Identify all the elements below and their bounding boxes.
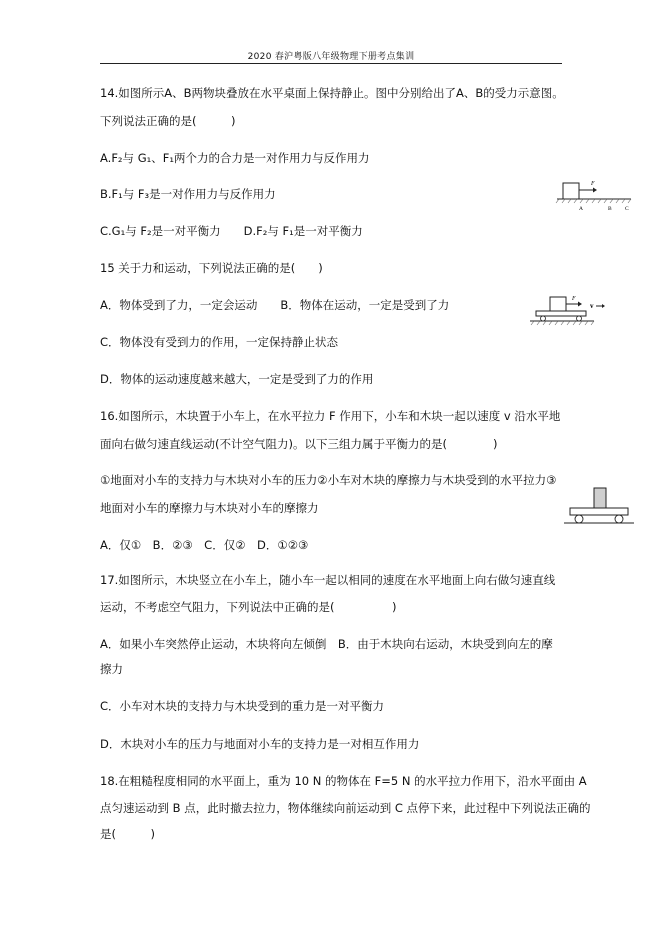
q15-figure [528,290,608,330]
q14-option-b: B.F₁与 F₃是一对作用力与反作用力 [100,187,276,201]
q15-velocity-label: v [590,302,594,310]
header-divider [100,63,562,64]
q14-force-label: F [591,181,595,187]
q17-option-c: C．小车对木块的支持力与木块受到的重力是一对平衡力 [100,699,385,713]
q16-block [594,488,606,508]
q14-stem-line2: 下列说法正确的是( ) [100,114,236,128]
q14-point-a: A [579,206,583,212]
q16-stem-line1: 16.如图所示，木块置于小车上，在水平拉力 F 作用下，小车和木块一起以速度 v 沿水平地 [100,409,561,423]
q15-option-a-b: A．物体受到了力，一定会运动 B．物体在运动，一定是受到了力 [100,298,450,312]
q16-options: A．仅① B．②③ C．仅② D．①②③ [100,538,309,552]
q15-wheel-left [541,316,546,321]
q14-stem-line1: 14.如图所示A、B两物块叠放在水平桌面上保持静止。图中分别给出了A、B的受力示意图。 [100,86,564,100]
q17-option-a-b-line2: 擦力 [100,662,123,676]
q17-stem-line1: 17.如图所示，木块竖立在小车上，随小车一起以相同的速度在水平地面上向右做匀速直线 [100,573,556,587]
q16-stem-line2: 面向右做匀速直线运动(不计空气阻力)。以下三组力属于平衡力的是( ) [100,437,498,451]
q18-stem-line3: 是( ) [100,827,155,841]
q18-stem-line2: 点匀速运动到 B 点，此时撤去拉力，物体继续向前运动到 C 点停下来，此过程中下列说法正确的 [100,801,591,815]
q17-option-d: D．木块对小车的压力与地面对小车的支持力是一对相互作用力 [100,737,420,751]
q15-stem: 15 关于力和运动，下列说法正确的是( ) [100,261,323,275]
q16-wheel-right [615,515,623,523]
q17-stem-line2: 运动，不考虑空气阻力，下列说法中正确的是( ) [100,600,397,614]
q15-cart [536,311,586,316]
q15-option-d: D．物体的运动速度越来越大，一定是受到了力的作用 [100,372,374,386]
q16-items-line1: ①地面对小车的支持力与木块对小车的压力②小车对木块的摩擦力与木块受到的水平拉力③ [100,473,557,487]
q15-option-c: C．物体没有受到力的作用，一定保持静止状态 [100,335,339,349]
q15-wheel-right [577,316,582,321]
q15-block [550,297,566,311]
q14-option-c-d: C.G₁与 F₂是一对平衡力 D.F₂与 F₁是一对平衡力 [100,224,363,238]
q14-point-c: C [625,206,629,212]
q16-wheel-left [575,515,583,523]
q16-figure [562,480,638,532]
q16-cart [570,508,628,515]
q16-items-line2: 地面对小车的摩擦力与木块对小车的摩擦力 [100,501,319,515]
q15-force-label: F [572,296,576,302]
q14-point-b: B [608,206,612,212]
q17-option-a-b-line1: A．如果小车突然停止运动，木块将向左倾倒 B．由于木块向右运动，木块受到向左的摩 [100,637,553,651]
q14-figure [555,176,635,212]
page-header: 2020 春沪粤版八年级物理下册考点集训 [247,52,415,62]
q18-stem-line1: 18.在粗糙程度相同的水平面上，重为 10 N 的物体在 F=5 N 的水平拉力作用下，沿水平面由 A [100,774,587,788]
q14-option-a: A.F₂与 G₁、F₁两个力的合力是一对作用力与反作用力 [100,151,370,165]
q14-block [563,183,579,199]
